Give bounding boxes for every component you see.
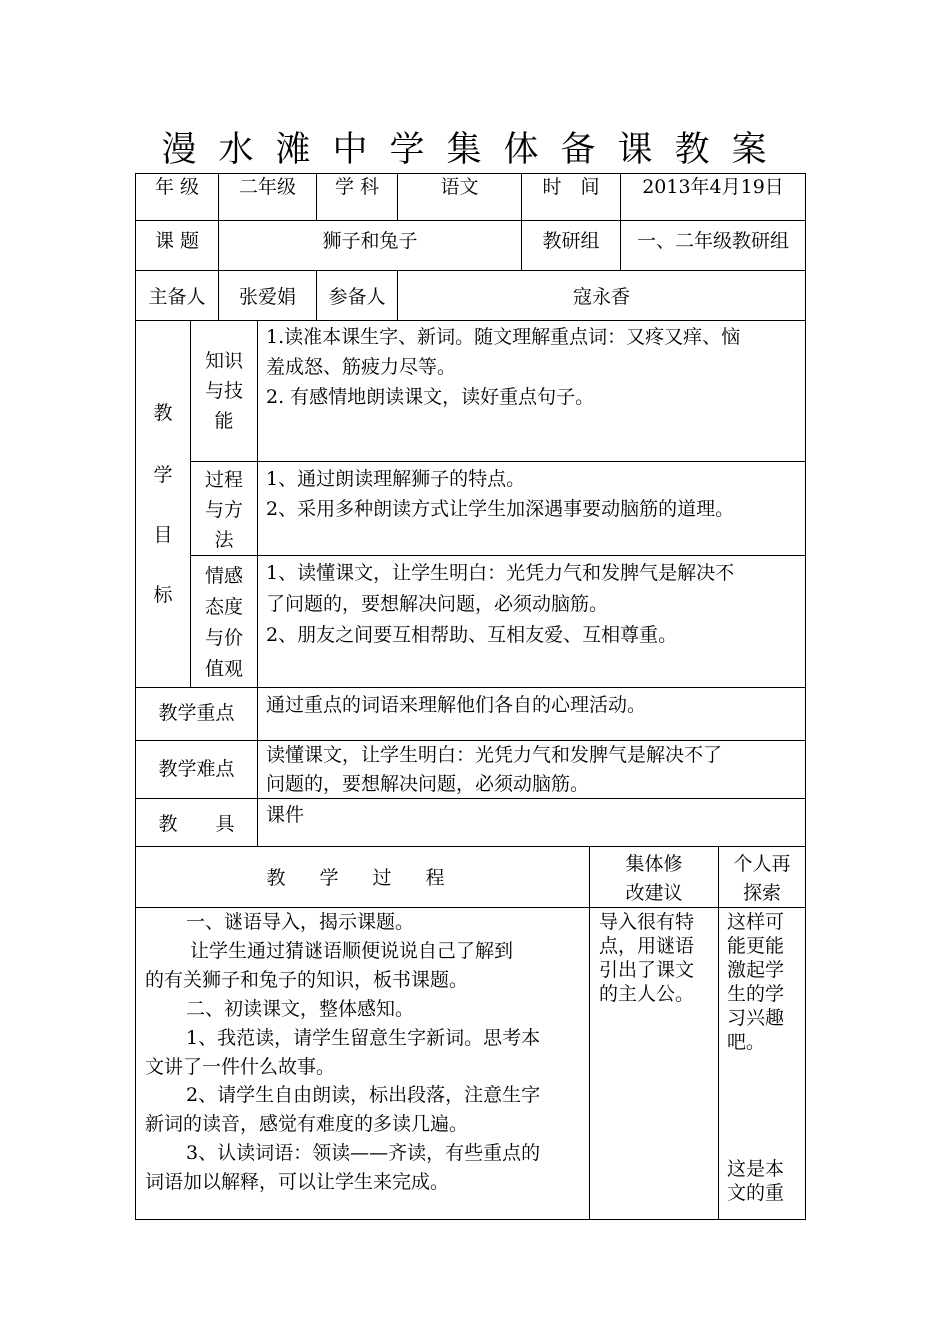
knowledge-label: 知识 <box>204 350 243 372</box>
objectives-label-char: 目 <box>153 524 173 546</box>
table-border-left <box>135 173 136 1220</box>
emotion-text-line: 了问题的，要想解决问题，必须动脑筋。 <box>266 593 609 615</box>
time-label: 时 间 <box>542 176 600 198</box>
row-divider <box>190 555 806 556</box>
subject-value: 语文 <box>440 176 479 198</box>
page-title: 漫水滩中学集体备课教案 <box>161 130 789 170</box>
difficulty-text-line: 读懂课文，让学生明白：光凭力气和发脾气是解决不了 <box>266 744 723 766</box>
difficulty-text-line: 问题的，要想解决问题，必须动脑筋。 <box>266 773 590 795</box>
emotion-label: 态度 <box>204 596 243 618</box>
co-preparer-label: 参备人 <box>328 286 386 308</box>
teaching-process-label: 教 学 过 程 <box>266 867 459 889</box>
process-body-line: 让学生通过猜谜语顺便说说自己了解到 <box>190 940 514 962</box>
col-divider <box>257 320 258 847</box>
personal-exploration-label: 探索 <box>742 882 781 904</box>
emotion-text-line: 2、朋友之间要互相帮助、互相友爱、互相尊重。 <box>266 624 678 646</box>
topic-label: 课 题 <box>154 230 200 252</box>
time-value: 2013年4月19日 <box>642 176 784 198</box>
collective-suggestion-line: 的主人公。 <box>599 983 695 1005</box>
personal-exploration-line: 能更能 <box>727 935 785 957</box>
collective-suggestion-line: 导入很有特 <box>599 911 695 933</box>
group-value: 一、二年级教研组 <box>636 230 789 252</box>
collective-suggestion-line: 引出了课文 <box>599 959 695 981</box>
emotion-label: 值观 <box>204 658 243 680</box>
process-body-line: 一、谜语导入，揭示课题。 <box>186 911 415 933</box>
collective-suggestion-label: 改建议 <box>625 882 683 904</box>
row-divider <box>190 461 806 462</box>
process-body-line: 新词的读音，感觉有难度的多读几遍。 <box>145 1113 469 1135</box>
personal-exploration-line: 习兴趣 <box>727 1007 785 1029</box>
process-body-line: 二、初读课文，整体感知。 <box>186 998 415 1020</box>
emotion-label: 情感 <box>204 565 243 587</box>
process-text-line: 1、通过朗读理解狮子的特点。 <box>266 468 526 490</box>
process-body-line: 文讲了一件什么故事。 <box>145 1056 336 1078</box>
personal-exploration-label: 个人再 <box>733 853 791 875</box>
objectives-label-char: 教 <box>153 402 173 424</box>
process-label: 过程 <box>204 469 243 491</box>
personal-exploration-line: 生的学 <box>727 983 785 1005</box>
knowledge-text-line: 羞成怒、筋疲力尽等。 <box>266 356 457 378</box>
process-text-line: 2、采用多种朗读方式让学生加深遇事要动脑筋的道理。 <box>266 498 735 520</box>
difficulty-label: 教学难点 <box>158 758 235 780</box>
row-divider <box>135 846 806 847</box>
tools-label: 教 具 <box>158 813 235 835</box>
objectives-label-char: 学 <box>153 464 173 486</box>
personal-exploration-line: 激起学 <box>727 959 785 981</box>
table-border-right <box>805 173 806 1220</box>
group-label: 教研组 <box>542 230 600 252</box>
knowledge-text-line: 1.读准本课生字、新词。随文理解重点词：又疼又痒、恼 <box>266 326 741 348</box>
process-body-line: 的有关狮子和兔子的知识，板书课题。 <box>145 969 469 991</box>
knowledge-label: 与技 <box>204 380 243 402</box>
grade-value: 二年级 <box>238 176 296 198</box>
personal-exploration-line: 这样可 <box>727 911 785 933</box>
objectives-label-char: 标 <box>153 584 173 606</box>
main-preparer-value: 张爱娟 <box>238 286 296 308</box>
topic-value: 狮子和兔子 <box>322 230 418 252</box>
process-body-line: 2、请学生自由朗读，标出段落，注意生字 <box>186 1084 541 1106</box>
co-preparer-value: 寇永香 <box>572 286 630 308</box>
key-point-label: 教学重点 <box>158 702 235 724</box>
row-divider <box>135 270 806 271</box>
emotion-label: 与价 <box>204 627 243 649</box>
main-preparer-label: 主备人 <box>148 286 206 308</box>
row-divider <box>135 220 806 221</box>
process-body-line: 词语加以解释，可以让学生来完成。 <box>145 1171 450 1193</box>
subject-label: 学 科 <box>334 176 380 198</box>
personal-exploration-line: 这是本 <box>727 1158 785 1180</box>
tools-text: 课件 <box>266 804 305 826</box>
knowledge-text-line: 2. 有感情地朗读课文，读好重点句子。 <box>266 386 595 408</box>
personal-exploration-line: 文的重 <box>727 1182 785 1204</box>
emotion-text-line: 1、读懂课文，让学生明白：光凭力气和发脾气是解决不 <box>266 562 735 584</box>
row-divider <box>135 687 806 688</box>
process-body-line: 3、认读词语：领读——齐读，有些重点的 <box>186 1142 541 1164</box>
grade-label: 年 级 <box>154 176 200 198</box>
table-border-bottom <box>135 1219 806 1220</box>
key-point-text: 通过重点的词语来理解他们各自的心理活动。 <box>266 694 647 716</box>
collective-suggestion-label: 集体修 <box>625 853 683 875</box>
row-divider <box>135 320 806 321</box>
personal-exploration-line: 吧。 <box>727 1031 766 1053</box>
process-label: 法 <box>214 529 234 551</box>
process-body-line: 1、我范读，请学生留意生字新词。思考本 <box>186 1027 541 1049</box>
knowledge-label: 能 <box>214 410 234 432</box>
process-label: 与方 <box>204 499 243 521</box>
collective-suggestion-line: 点，用谜语 <box>599 935 695 957</box>
